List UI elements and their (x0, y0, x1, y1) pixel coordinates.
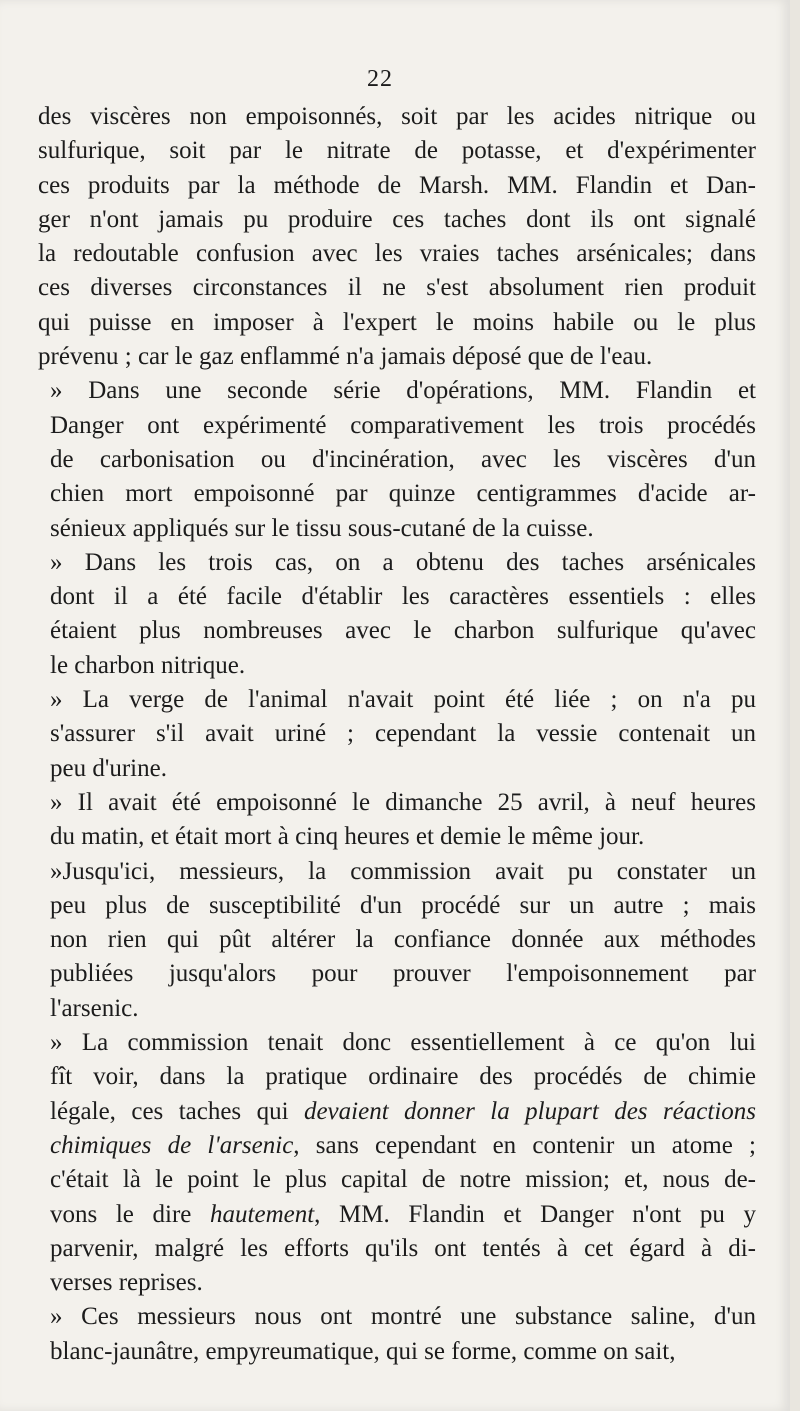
text-line: vons le dire hautement, MM. Flandin et Danger n'ont pu y (50, 1200, 756, 1228)
paragraph (38, 374, 756, 545)
text-line: » Ces messieurs nous ont montré une substance saline, d'un (50, 1303, 756, 1331)
text-line: des viscères non empoisonnés, soit par les acides nitrique ou (38, 103, 756, 130)
page-number: 22 (367, 66, 393, 92)
text-line: » Dans une seconde série d'opérations, MM. Flandin et (50, 377, 756, 405)
paragraph (38, 855, 756, 1026)
text-line: ger n'ont jamais pu produire ces taches dont ils ont signalé (38, 205, 756, 233)
text-line: ces produits par la méthode de Marsh. MM. Flandin et Dan- (38, 171, 756, 199)
text-line: publiées jusqu'alors pour prouver l'empoisonnement par (50, 960, 756, 988)
text-line: non rien qui pût altérer la confiance donnée aux méthodes (50, 926, 756, 954)
text-line: peu plus de susceptibilité d'un procédé sur un autre ; mais (50, 891, 756, 919)
text-line: sénieux appliqués sur le tissu sous-cutané de la cuisse. (50, 514, 594, 542)
text-line: chimiques de l'arsenic, sans cependant en contenir un atome ; (50, 1131, 756, 1159)
text-line: » La verge de l'animal n'avait point été liée ; on n'a pu (50, 686, 756, 714)
italic-text: hautement (210, 1200, 315, 1228)
text-line: prévenu ; car le gaz enflammé n'a jamais déposé que de l'eau. (38, 343, 653, 371)
text-line: Danger ont expérimenté comparativement les trois procédés (50, 411, 756, 439)
text-line: parvenir, malgré les efforts qu'ils ont tentés à cet égard à di- (50, 1234, 756, 1262)
text-line: la redoutable confusion avec les vraies taches arsénicales; dans (38, 240, 756, 268)
paragraph (38, 546, 756, 683)
text-line: l'arsenic. (50, 994, 139, 1022)
paragraph (38, 683, 756, 786)
paragraph (38, 786, 756, 855)
text-line: le charbon nitrique. (50, 651, 246, 679)
text-line: »Jusqu'ici, messieurs, la commission avait pu constater un (50, 857, 756, 885)
text-line: étaient plus nombreuses avec le charbon sulfurique qu'avec (50, 617, 756, 645)
text-line: fît voir, dans la pratique ordinaire des procédés de chimie (50, 1063, 756, 1091)
text-line: blanc-jaunâtre, empyreumatique, qui se forme, comme on sait, (50, 1337, 676, 1365)
paragraph (38, 1026, 756, 1300)
text-line: sulfurique, soit par le nitrate de potasse, et d'expérimenter (38, 137, 756, 165)
text-line: dont il a été facile d'établir les caractères essentiels : elles (50, 583, 756, 611)
paragraph (38, 1300, 756, 1369)
text-line: du matin, et était mort à cinq heures et demie le même jour. (50, 823, 645, 851)
text-line: verses reprises. (50, 1269, 203, 1297)
text-line: légale, ces taches qui devaient donner la plupart des réactions (50, 1097, 756, 1125)
text-line: chien mort empoisonné par quinze centigrammes d'acide ar- (50, 480, 756, 508)
text-line: s'assurer s'il avait uriné ; cependant la vessie contenait un (50, 720, 756, 748)
text-line: » Il avait été empoisonné le dimanche 25 avril, à neuf heures (50, 788, 756, 816)
paragraph (38, 100, 756, 374)
text-line: ces diverses circonstances il ne s'est absolument rien produit (38, 274, 756, 302)
text-line: » La commission tenait donc essentiellement à ce qu'on lui (50, 1029, 756, 1057)
text-line: qui puisse en imposer à l'expert le moins habile ou le plus (38, 308, 756, 336)
text-line: peu d'urine. (50, 754, 167, 782)
body-text (38, 100, 756, 1369)
italic-text: chimiques de l'arsenic (50, 1131, 294, 1159)
text-line: » Dans les trois cas, on a obtenu des taches arsénicales (50, 548, 756, 576)
text-line: de carbonisation ou d'incinération, avec les viscères d'un (50, 445, 756, 473)
italic-text: devaient donner la plupart des réactions (303, 1097, 756, 1125)
text-line: c'était là le point le plus capital de notre mission; et, nous de- (50, 1166, 756, 1194)
